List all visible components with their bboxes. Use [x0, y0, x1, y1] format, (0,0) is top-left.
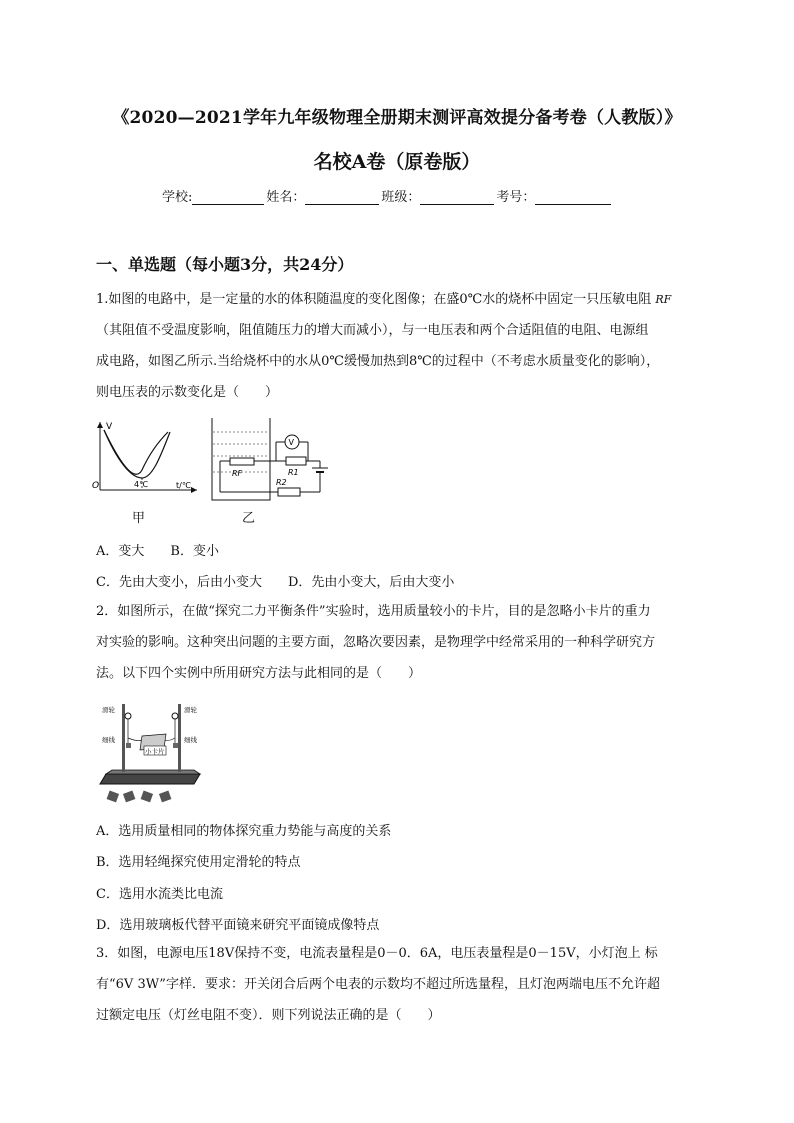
graph-y-label: V: [106, 422, 113, 432]
exam-title: 《2020—2021学年九年级物理全册期末测评高效提分备考卷（人教版）》: [112, 108, 682, 128]
class-label: 班级：: [381, 190, 421, 205]
q1-line-1: 1.如图的电路中，是一定量的水的体积随温度的变化图像；在盛0℃水的烧杯中固定一只压敏电阻: [96, 292, 652, 307]
q1-option-b[interactable]: B．变小: [170, 544, 219, 559]
q1-options-row-2: [96, 571, 454, 590]
figure-b-caption: 乙: [242, 511, 256, 526]
school-label: 学校:: [162, 190, 193, 205]
number-label: 考号：: [496, 190, 536, 205]
question-2: [96, 596, 706, 689]
graph-tick-4c: 4℃: [134, 480, 149, 489]
string-left-label: 细线: [102, 736, 115, 744]
q2-line-2: 对实验的影响。这种突出问题的主要方面，忽略次要因素，是物理学中经常采用的一种科学研究方: [96, 635, 656, 650]
exam-subtitle: 名校A卷（原卷版）: [313, 151, 481, 173]
circuit-rf-label: RF: [232, 469, 243, 478]
name-field[interactable]: [305, 190, 379, 205]
q1-line-4: 则电压表的示数变化是（ ）: [96, 385, 279, 400]
school-field[interactable]: [192, 190, 264, 205]
q1-rf-symbol: RF: [655, 293, 672, 306]
question-3: [96, 938, 706, 1031]
volume-temperature-graph: [92, 418, 202, 498]
q2-option-a[interactable]: A．选用质量相同的物体探究重力势能与高度的关系: [96, 824, 392, 839]
q3-line-2: 有“6V 3W”字样．要求：开关闭合后两个电表的示数均不超过所选量程，且灯泡两端电压不允许超: [96, 977, 660, 992]
graph-origin: O: [92, 481, 100, 491]
q1-option-c[interactable]: C．先由大变小，后由小变大: [96, 575, 262, 590]
pulley-right-label: 滑轮: [184, 706, 197, 714]
q1-options-row-1: [96, 540, 219, 559]
q2-option-b[interactable]: B．选用轻绳探究使用定滑轮的特点: [96, 855, 301, 870]
student-info-row: [162, 186, 613, 205]
q2-line-3: 法。以下四个实例中所用研究方法与此相同的是（ ）: [96, 666, 422, 681]
class-field[interactable]: [420, 190, 494, 205]
circuit-diagram: [208, 414, 338, 504]
q1-option-a[interactable]: A．变大: [96, 544, 145, 559]
q3-line-1: 3．如图，电源电压18V保持不变，电流表量程是0－0．6A，电压表量程是0－15V，小灯泡上 标: [96, 946, 658, 961]
q2-line-1: 2．如图所示，在做“探究二力平衡条件”实验时，选用质量较小的卡片，目的是忽略小卡片的重力: [96, 604, 651, 619]
q1-line-2: （其阻值不受温度影响，阻值随压力的增大而减小），与一电压表和两个合适阻值的电阻、电源组: [96, 323, 649, 338]
name-label: 姓名：: [266, 190, 306, 205]
q1-option-d[interactable]: D．先由小变大，后由大变小: [287, 575, 455, 590]
figure-a-caption: 甲: [132, 511, 146, 526]
q2-option-c[interactable]: C．选用水流类比电流: [96, 887, 223, 902]
balance-apparatus-figure: [98, 698, 208, 808]
string-right-label: 细线: [184, 736, 197, 744]
circuit-r2-label: R2: [276, 478, 287, 487]
number-field[interactable]: [535, 190, 611, 205]
circuit-r1-label: R1: [288, 468, 299, 477]
graph-x-label: t/℃: [176, 481, 191, 490]
q3-line-3: 过额定电压（灯丝电阻不变）．则下列说法正确的是（ ）: [96, 1008, 441, 1023]
section-title: 一、单选题（每小题3分，共24分）: [96, 255, 354, 274]
q1-line-3: 成电路，如图乙所示.当给烧杯中的水从0℃缓慢加热到8℃的过程中（不考虑水质量变化的影响），: [96, 354, 660, 369]
q2-option-d[interactable]: D．选用玻璃板代替平面镜来研究平面镜成像特点: [96, 918, 380, 933]
pulley-left-label: 滑轮: [102, 706, 115, 714]
question-1: [96, 284, 706, 408]
apparatus-rollers: [107, 791, 172, 803]
card-label: 小卡片: [145, 747, 165, 756]
voltmeter-label: V: [288, 438, 294, 447]
